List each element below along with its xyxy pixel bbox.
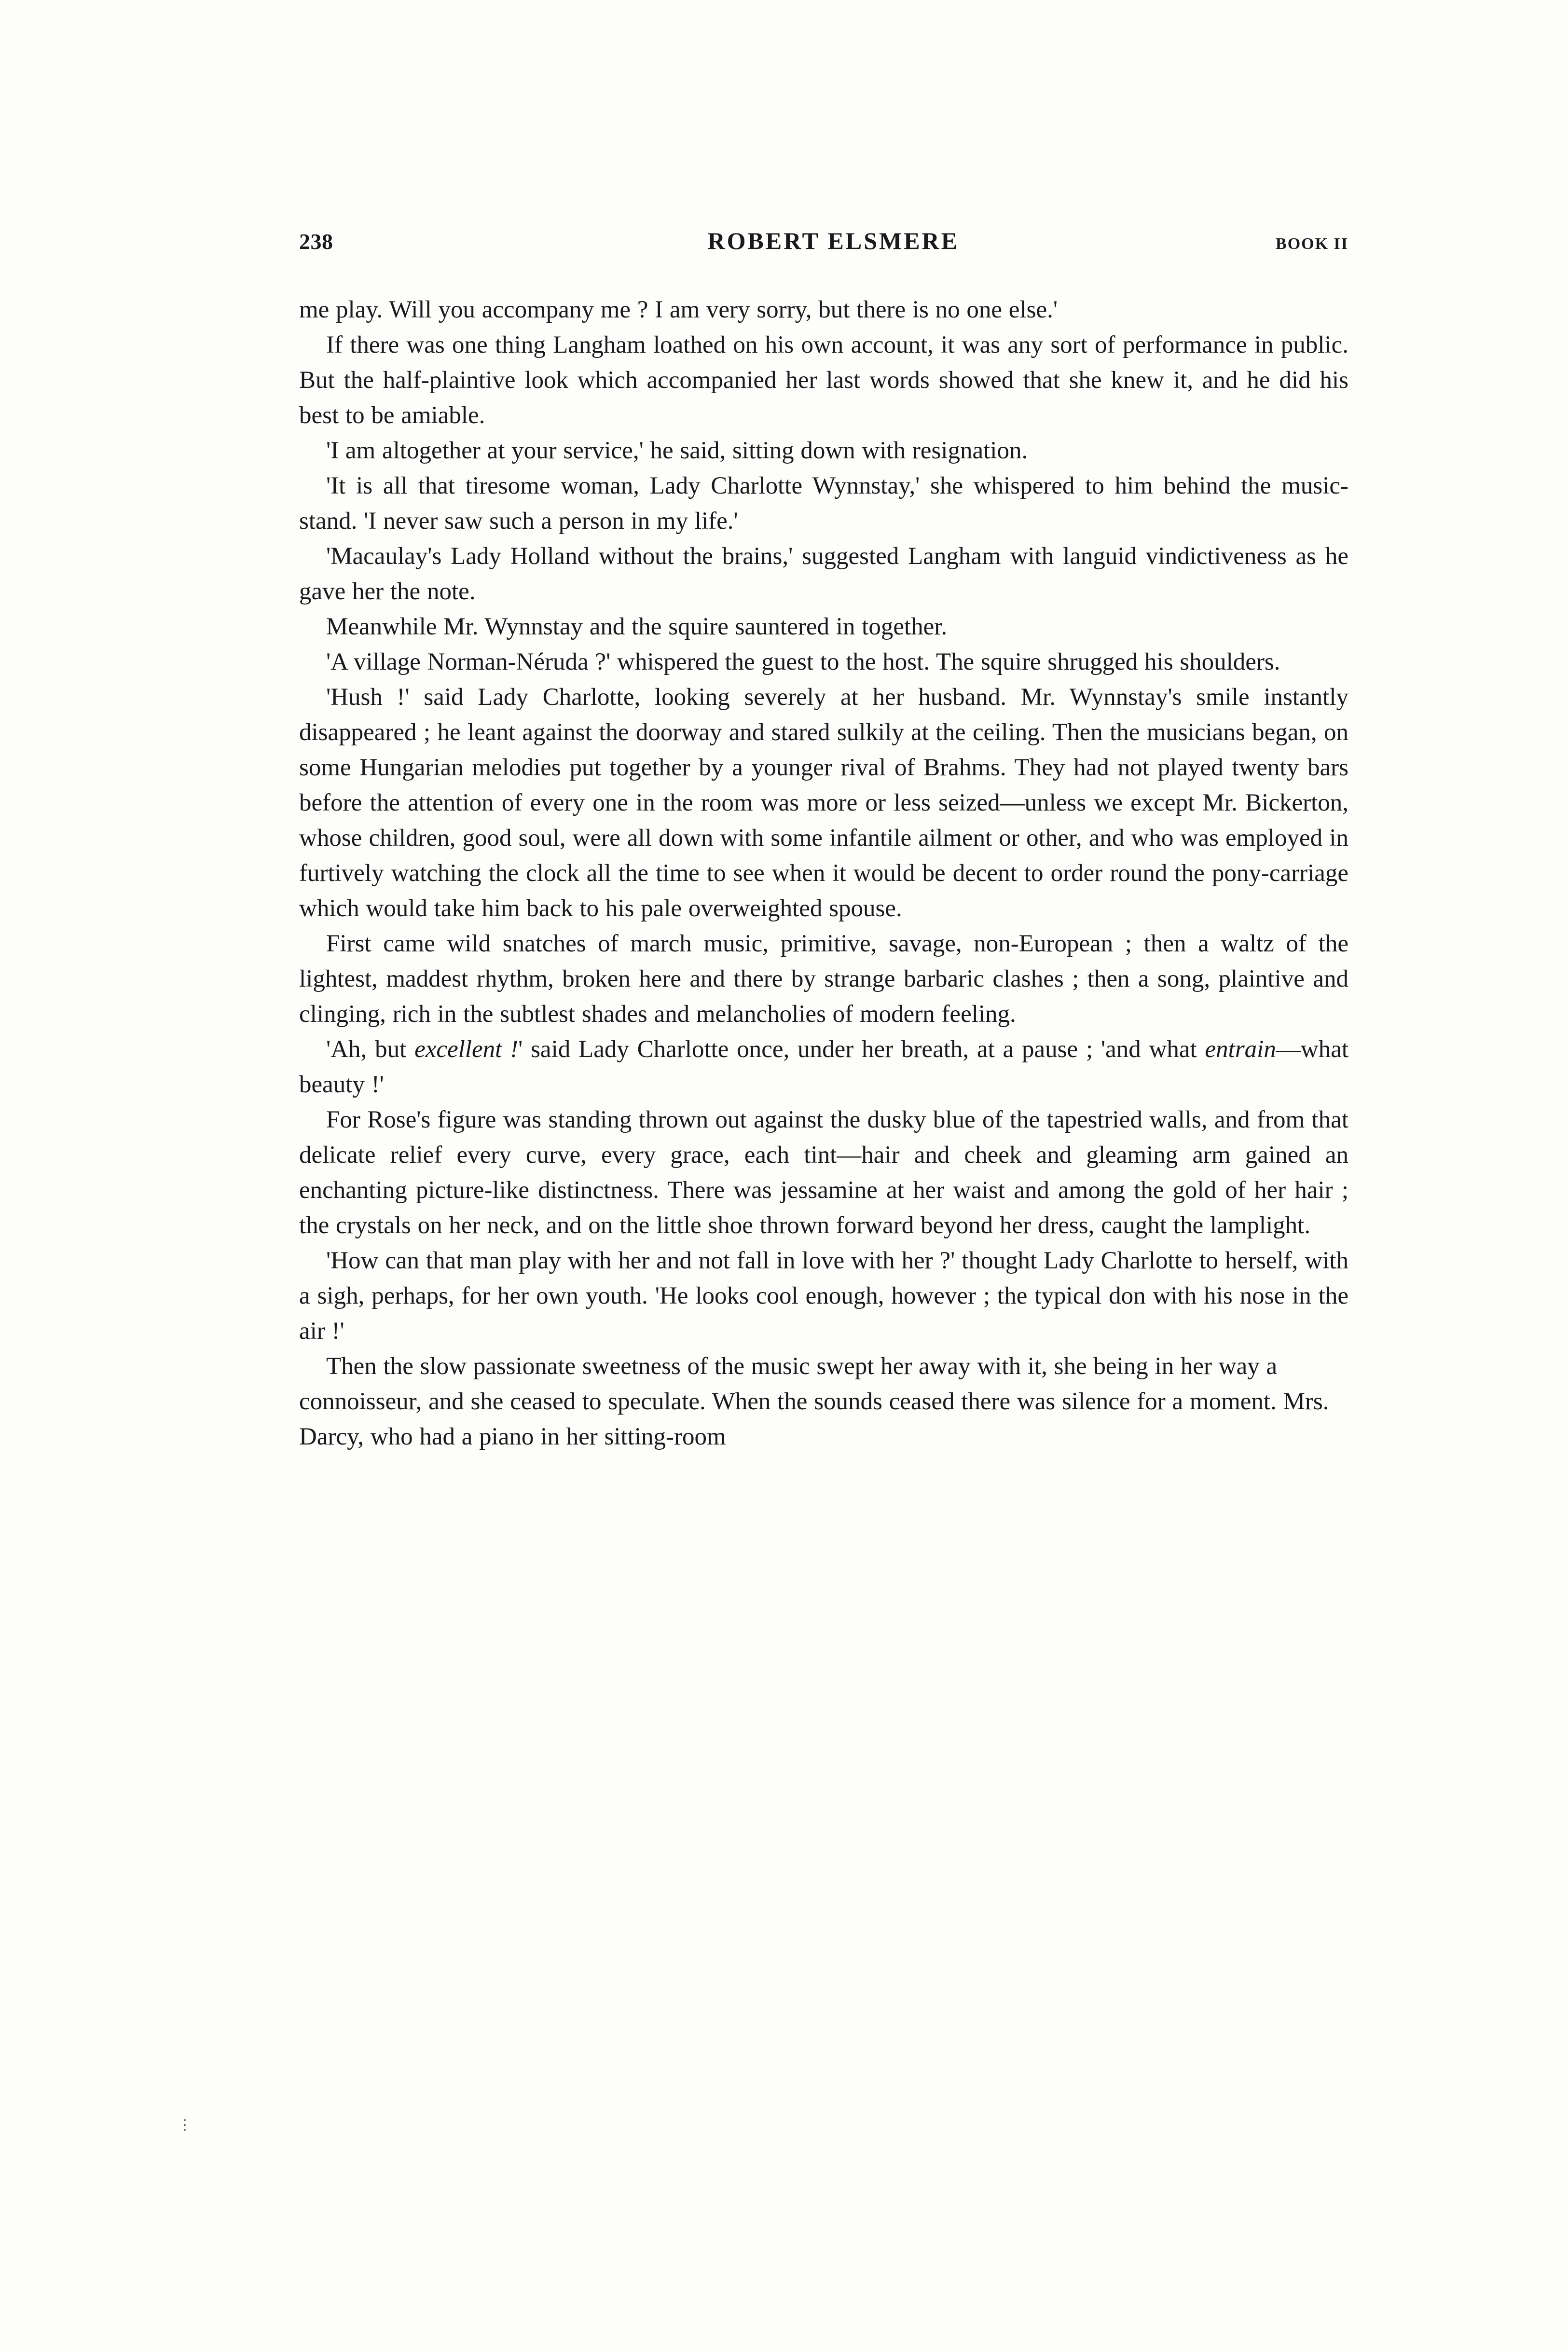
paragraph: 'How can that man play with her and not fall in love with her ?' thought Lady Charlotte to herself, with a sigh, perhaps, for her own youth. 'He looks cool enough, however ; the typical don with his nose in the air !' (299, 1247, 1348, 1345)
paragraph: 'I am altogether at your service,' he said, sitting down with resignation. (326, 437, 1028, 464)
paragraph: Then the slow passionate sweetness of the music swept her away with it, she being in her way a connoisseur, and she ceased to speculate. When the sounds ceased there was silence for a moment. Mrs. Darcy, who had a piano in her sitting-room (299, 1353, 1329, 1450)
paragraph: 'A village Norman-Néruda ?' whispered the guest to the host. The squire shrugged his shoulders. (326, 648, 1280, 675)
paragraph: Meanwhile Mr. Wynnstay and the squire sauntered in together. (326, 613, 948, 640)
paragraph: First came wild snatches of march music, primitive, savage, non-European ; then a waltz of the lightest, maddest rhythm, broken here and there by strange barbaric clashes ; then a song, plaintive and clinging, rich in the subtlest shades and melancholies of modern feeling. (299, 930, 1348, 1028)
paragraph: 'Hush !' said Lady Charlotte, looking severely at her husband. Mr. Wynnstay's smile instantly disappeared ; he leant against the doorway and stared sulkily at the ceiling. Then the musicians began, on some Hungarian melodies put together by a younger rival of Brahms. They had not played twenty bars before the attention of every one in the room was more or less seized—unless we except Mr. Bickerton, whose children, good soul, were all down with some infantile ailment or other, and who was employed in furtively watching the clock all the time to see when it would be decent to order round the pony-carriage which would take him back to his pale overweighted spouse. (299, 684, 1348, 922)
paragraph: 'It is all that tiresome woman, Lady Charlotte Wynnstay,' she whispered to him behind the music-stand. 'I never saw such a person in my life.' (299, 472, 1348, 535)
paragraph: 'Macaulay's Lady Holland without the brains,' suggested Langham with languid vindictiveness as he gave her the note. (299, 543, 1348, 605)
book-label: BOOK II (1276, 235, 1348, 253)
running-title: ROBERT ELSMERE (707, 227, 960, 254)
running-head (299, 227, 1348, 255)
page-number: 238 (299, 229, 333, 254)
paragraph: For Rose's figure was standing thrown out against the dusky blue of the tapestried walls, and from that delicate relief every curve, every grace, each tint—hair and cheek and gleaming arm gained an enchanting picture-like distinctness. There was jessamine at her waist and among the gold of her hair ; the crystals on her neck, and on the little shoe thrown forward beyond her dress, caught the lamplight. (299, 1106, 1348, 1239)
paragraph: If there was one thing Langham loathed on his own account, it was any sort of performance in public. But the half-plaintive look which accompanied her last words showed that she knew it, and he did his best to be amiable. (299, 331, 1348, 429)
margin-mark: ⋮ (178, 2117, 192, 2133)
body-text (299, 292, 1348, 1455)
paragraph: 'Ah, but excellent !' said Lady Charlotte once, under her breath, at a pause ; 'and what entrain—what beauty !' (299, 1036, 1348, 1098)
page-content (299, 227, 1348, 1455)
paragraph: me play. Will you accompany me ? I am very sorry, but there is no one else.' (299, 296, 1058, 323)
